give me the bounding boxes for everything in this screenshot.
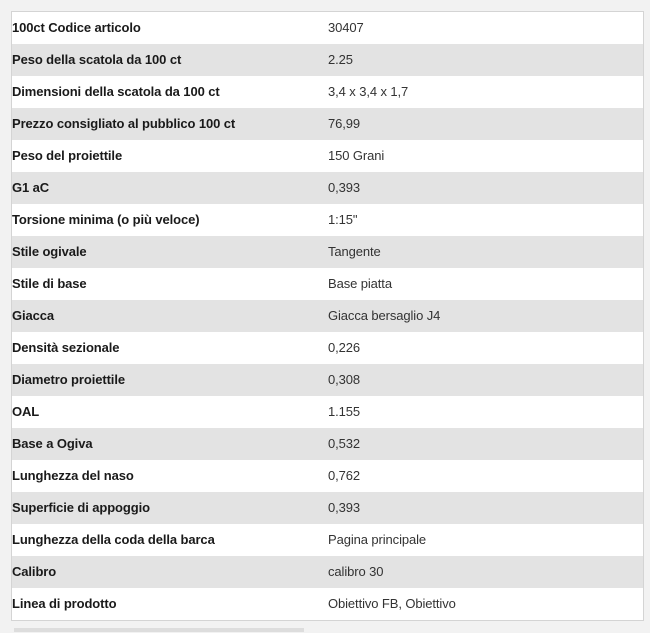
spec-value: 0,308 — [328, 364, 643, 396]
spec-label: Peso del proiettile — [12, 140, 328, 172]
spec-value: calibro 30 — [328, 556, 643, 588]
spec-label: Lunghezza del naso — [12, 460, 328, 492]
spec-value: 30407 — [328, 12, 643, 44]
spec-label: Peso della scatola da 100 ct — [12, 44, 328, 76]
table-row — [12, 140, 643, 172]
table-row — [12, 492, 643, 524]
spec-label: Stile ogivale — [12, 236, 328, 268]
spec-label: Lunghezza della coda della barca — [12, 524, 328, 556]
spec-value: Tangente — [328, 236, 643, 268]
spec-value: 0,532 — [328, 428, 643, 460]
table-row — [12, 428, 643, 460]
spec-value: 1.155 — [328, 396, 643, 428]
table-row — [12, 588, 643, 620]
spec-value: Base piatta — [328, 268, 643, 300]
table-row — [12, 12, 643, 44]
spec-value: 0,393 — [328, 492, 643, 524]
spec-table-container — [11, 11, 644, 621]
table-row — [12, 364, 643, 396]
table-row — [12, 44, 643, 76]
spec-label: Calibro — [12, 556, 328, 588]
spec-label: G1 aC — [12, 172, 328, 204]
spec-label: Superficie di appoggio — [12, 492, 328, 524]
table-row — [12, 396, 643, 428]
table-row — [12, 332, 643, 364]
spec-label: 100ct Codice articolo — [12, 12, 328, 44]
spec-value: 150 Grani — [328, 140, 643, 172]
table-row — [12, 556, 643, 588]
spec-label: Stile di base — [12, 268, 328, 300]
spec-label: Diametro proiettile — [12, 364, 328, 396]
spec-value: 76,99 — [328, 108, 643, 140]
table-row — [12, 524, 643, 556]
spec-label: Linea di prodotto — [12, 588, 328, 620]
spec-label: Densità sezionale — [12, 332, 328, 364]
spec-value: 2.25 — [328, 44, 643, 76]
spec-value: 0,226 — [328, 332, 643, 364]
table-row — [12, 108, 643, 140]
spec-label: OAL — [12, 396, 328, 428]
spec-value: 1:15" — [328, 204, 643, 236]
spec-value: Giacca bersaglio J4 — [328, 300, 643, 332]
table-row — [12, 204, 643, 236]
spec-label: Torsione minima (o più veloce) — [12, 204, 328, 236]
table-row — [12, 300, 643, 332]
table-row — [12, 236, 643, 268]
bottom-edge-shadow — [14, 628, 304, 632]
table-row — [12, 172, 643, 204]
spec-value: 0,393 — [328, 172, 643, 204]
spec-value: Pagina principale — [328, 524, 643, 556]
table-row — [12, 76, 643, 108]
spec-label: Dimensioni della scatola da 100 ct — [12, 76, 328, 108]
spec-label: Giacca — [12, 300, 328, 332]
spec-value: 3,4 x 3,4 x 1,7 — [328, 76, 643, 108]
spec-label: Prezzo consigliato al pubblico 100 ct — [12, 108, 328, 140]
spec-value: Obiettivo FB, Obiettivo — [328, 588, 643, 620]
spec-table — [12, 12, 643, 620]
spec-value: 0,762 — [328, 460, 643, 492]
spec-label: Base a Ogiva — [12, 428, 328, 460]
table-row — [12, 460, 643, 492]
table-row — [12, 268, 643, 300]
